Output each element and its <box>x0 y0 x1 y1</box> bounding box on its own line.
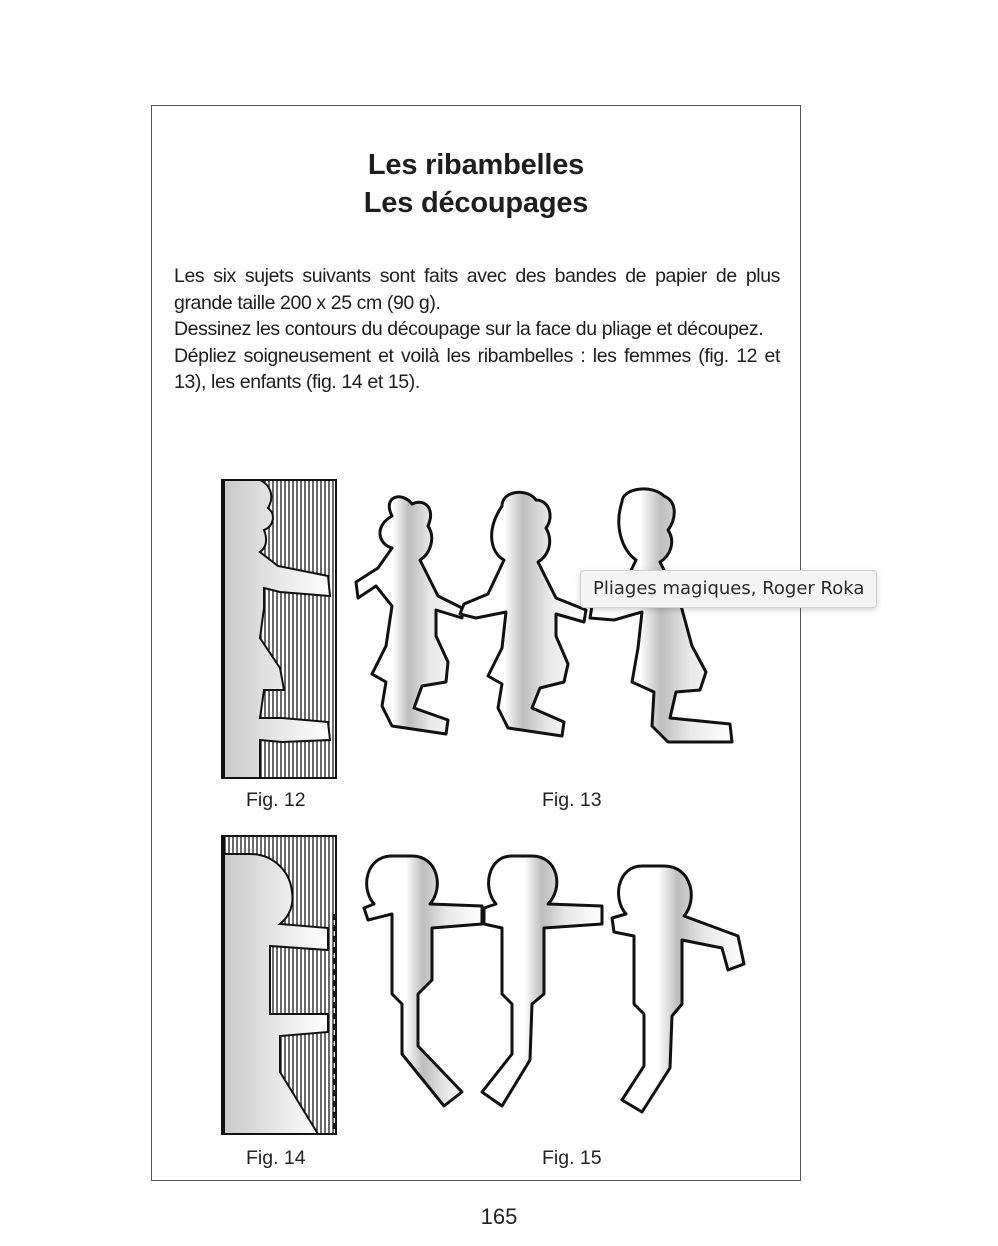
page-subtitle: Les découpages <box>363 187 589 219</box>
figure-caption: Fig. 13 <box>542 789 602 811</box>
figure-14-image <box>220 834 340 1136</box>
figure-caption: Fig. 15 <box>542 1147 602 1169</box>
page-title: Les ribambelles <box>367 149 585 181</box>
figure-caption: Fig. 12 <box>246 789 306 811</box>
figure-caption: Fig. 14 <box>246 1147 306 1169</box>
document-page <box>151 105 801 1181</box>
paragraph: Les six sujets suivants sont faits avec des bandes de papier de plus grande taille 200 x 25 cm (90 g). <box>174 265 780 314</box>
body-text <box>174 263 780 396</box>
paragraph: Dépliez soigneusement et voilà les ribambelles : les femmes (fig. 12 et 13), les enfants (fig. 14 et 15). <box>174 344 780 393</box>
figure-12-image <box>220 478 340 780</box>
page-number: 165 <box>480 1204 518 1229</box>
hover-tooltip: Pliages magiques, Roger Roka <box>580 570 877 608</box>
figure-15-image <box>352 844 757 1129</box>
figure-13-image <box>352 486 757 766</box>
paragraph: Dessinez les contours du découpage sur la face du pliage et découpez. <box>174 318 764 340</box>
